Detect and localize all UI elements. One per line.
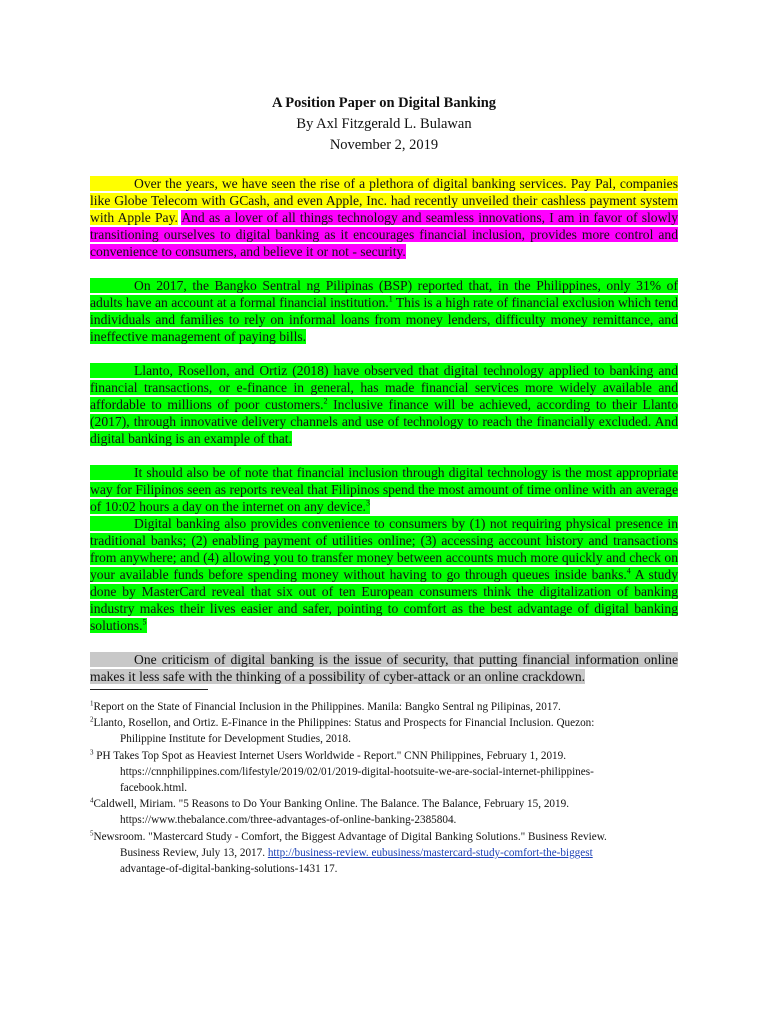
footnote-ref: 1	[388, 294, 393, 304]
highlight-gray: One criticism of digital banking is the issue of security, that putting financial information online makes it less safe with the thinking of a possibility of cyber-attack or an online crackdown.	[90, 652, 678, 684]
footnote-ref: 3	[365, 498, 370, 508]
document-body	[90, 175, 678, 702]
paragraph-5	[90, 515, 678, 634]
document-header	[0, 93, 768, 156]
footnote-ref: 2	[323, 396, 328, 406]
paragraph-4	[90, 464, 678, 515]
paragraph-1	[90, 175, 678, 260]
paragraph-6	[90, 651, 678, 685]
paragraph-3	[90, 362, 678, 447]
highlight-green: Digital banking also provides convenience to consumers by (1) not requiring physical presence in traditional banks; (2) enabling payment of utilities online; (3) accessing account history and transactions from anywhere; and (4) allowing you to transfer money between accounts much more quickly and check on your available funds before spending money without having to go through queues inside banks.$^4$ A study done by MasterCard reveal that six out of ten European consumers think the digitalization of banking industry makes their lives easier and safer, pointing to comfort as the best advantage of digital banking solutions.$^5$	[90, 516, 678, 633]
document-title: A Position Paper on Digital Banking	[271, 95, 497, 111]
highlight-green: On 2017, the Bangko Sentral ng Pilipinas (BSP) reported that, in the Philippines, only 31% of adults have an account at a formal financial institution.$^1$ This is a high rate of financial exclusion which tend individuals and families to rely on informal loans from money lenders, difficulty money remittance, and ineffective management of paying bills.	[90, 278, 678, 344]
footnotes	[90, 699, 690, 877]
paragraph-2	[90, 277, 678, 345]
footnote-1: $^1$Report on the State of Financial Inclusion in the Philippines. Manila: Bangko Sentral ng Pilipinas, 2017.	[90, 699, 561, 713]
footnote-ref: 5	[142, 617, 147, 627]
highlight-green: Llanto, Rosellon, and Ortiz (2018) have observed that digital technology applied to banking and financial transactions, or e-finance in general, has made financial services more widely available and affordable to millions of poor customers.$^2$ Inclusive finance will be achieved, according to their Llanto (2017), through innovative delivery channels and use of technology to reach the financially excluded. And digital banking is an example of that.	[90, 363, 678, 446]
footnote-3: $^3$ PH Takes Top Spot as Heaviest Internet Users Worldwide - Report." CNN Philippines, February 1, 2019. https://cnnphilippines.com/lifestyle/2019/02/01/2019-digital-hootsuite-we-are-social-internet-philippines- facebook.html.	[90, 747, 594, 795]
document-date: November 2, 2019	[329, 137, 439, 153]
footnote-4: $^4$Caldwell, Miriam. "5 Reasons to Do Your Banking Online. The Balance. The Balance, February 15, 2019. https://www.thebalance.com/three-advantages-of-online-banking-2385804.	[90, 796, 569, 827]
footnote-2: $^2$Llanto, Rosellon, and Ortiz. E-Finance in the Philippines: Status and Prospects for Financial Inclusion. Quezon: Philippine Institute for Development Studies, 2018.	[90, 715, 595, 746]
document-author: By Axl Fitzgerald L. Bulawan	[296, 116, 472, 132]
footnote-ref: 4	[626, 566, 631, 576]
highlight-yellow: Over the years, we have seen the rise of a plethora of digital banking services. Pay Pal, companies like Globe Telecom with GCash, and even Apple, Inc. had recently unveiled their cashless payment system with Apple Pay.	[90, 176, 678, 225]
footnote-separator	[90, 689, 208, 690]
footnote-link[interactable]: http://business-review. eubusiness/mastercard-study-comfort-the-biggest	[267, 846, 593, 859]
highlight-magenta: And as a lover of all things technology and seamless innovations, I am in favor of slowly transitioning ourselves to digital banking as it encourages financial inclusion, provides more control and convenience to consumers, and believe it or not - security.	[90, 210, 678, 259]
highlight-green: It should also be of note that financial inclusion through digital technology is the most appropriate way for Filipinos seen as reports reveal that Filipinos spend the most amount of time online with an average of 10:02 hours a day on the internet on any device.$^3$	[90, 465, 678, 514]
footnote-5: $^5$Newsroom. "Mastercard Study - Comfort, the Biggest Advantage of Digital Banking Solutions." Business Review. Business Review, July 13, 2017. http://business-review. eubusiness/mastercard-study-comfort-the-biggest advantage-of-digital-banking-solutions-1431 17.	[90, 828, 607, 876]
